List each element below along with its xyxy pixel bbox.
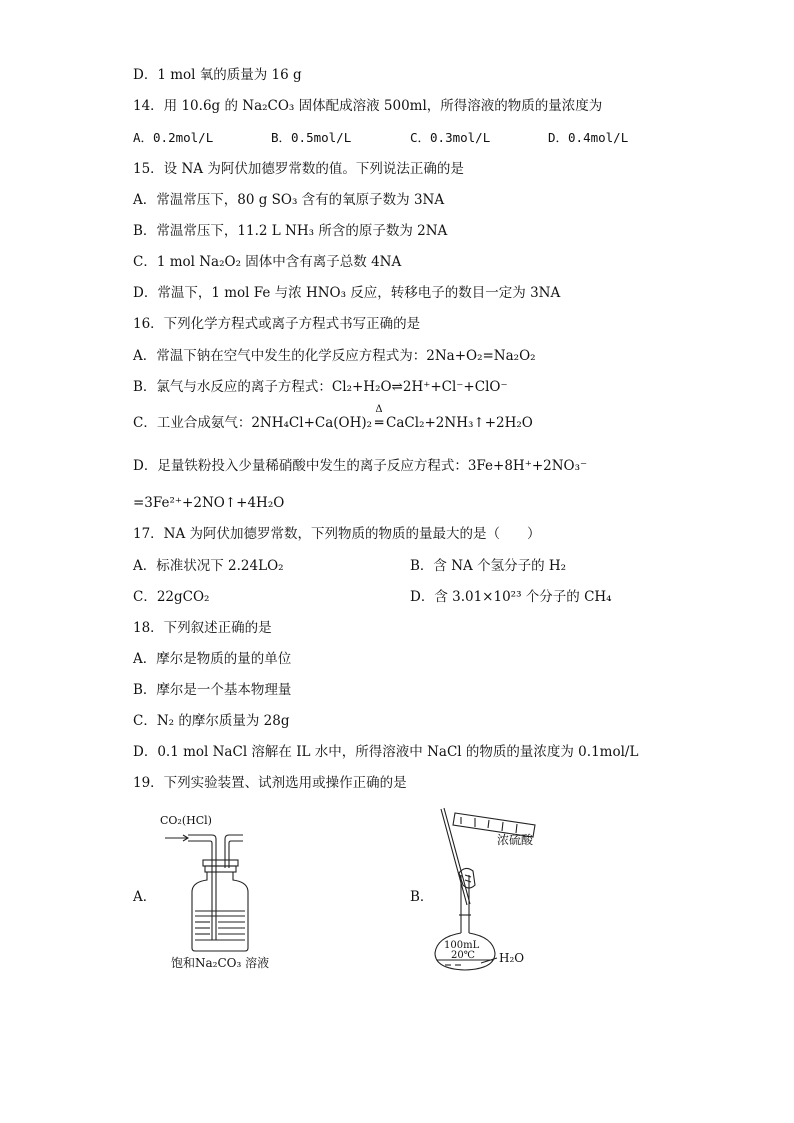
q19-figure-a [155, 812, 285, 972]
reaction-arrow: Δ ═ [372, 414, 386, 432]
q14-option-a: A．0.2mol/L [133, 130, 214, 145]
q18-option-b: B．摩尔是一个基本物理量 [133, 682, 292, 698]
q17-option-d: D．含 3.01×10²³ 个分子的 CH₄ [410, 589, 612, 605]
q18-option-c: C．N₂ 的摩尔质量为 28g [133, 713, 290, 729]
q16-option-c-reactants: C．工业合成氨气：2NH₄Cl+Ca(OH)₂ [133, 415, 373, 431]
q17-stem: 17．NA 为阿伏加德罗常数，下列物质的物质的量最大的是（ ） [133, 526, 541, 542]
q17-option-b: B．含 NA 个氢分子的 H₂ [410, 558, 567, 574]
q17-option-a: A．标准状况下 2.24LO₂ [133, 558, 284, 574]
q18-stem: 18．下列叙述正确的是 [133, 620, 272, 636]
flask-volume-label: 100mL [444, 940, 480, 951]
q16-option-a: A．常温下钠在空气中发生的化学反应方程式为：2Na+O₂=Na₂O₂ [133, 348, 536, 364]
heat-condition: Δ [375, 404, 383, 415]
q19-stem: 19．下列实验装置、试剂选用或操作正确的是 [133, 775, 407, 791]
solution-label: 饱和Na₂CO₃ 溶液 [171, 956, 270, 970]
q19-figure-b-label: B． [410, 889, 434, 905]
q16-option-d-line1: D．足量铁粉投入少量稀硝酸中发生的离子反应方程式：3Fe+8H⁺+2NO₃⁻ [133, 458, 588, 474]
gas-inlet-label: CO₂(HCl) [160, 814, 212, 827]
q16-option-b: B．氯气与水反应的离子方程式：Cl₂+H₂O⇌2H⁺+Cl⁻+ClO⁻ [133, 379, 508, 395]
gas-washing-bottle-diagram [155, 812, 285, 952]
q13-option-d: D．1 mol 氧的质量为 16 g [133, 67, 302, 83]
q15-option-d: D．常温下，1 mol Fe 与浓 HNO₃ 反应，转移电子的数目一定为 3NA [133, 285, 561, 301]
q16-option-c-products: CaCl₂+2NH₃↑+2H₂O [386, 415, 533, 431]
q14-option-d: D．0.4mol/L [548, 130, 629, 145]
q19-figure-a-label: A． [133, 889, 157, 905]
q19-figure-b [425, 805, 555, 975]
q14-stem: 14．用 10.6g 的 Na₂CO₃ 固体配成溶液 500ml，所得溶液的物质的量浓度为 [133, 98, 603, 114]
acid-label: 浓硫酸 [497, 833, 534, 847]
q18-option-d: D．0.1 mol NaCl 溶解在 IL 水中，所得溶液中 NaCl 的物质的量浓度为 0.1mol/L [133, 744, 639, 760]
q15-option-b: B．常温常压下，11.2 L NH₃ 所含的原子数为 2NA [133, 223, 448, 239]
q15-option-a: A．常温常压下，80 g SO₃ 含有的氧原子数为 3NA [133, 192, 445, 208]
q14-option-b: B．0.5mol/L [271, 130, 352, 145]
q18-option-a: A．摩尔是物质的量的单位 [133, 651, 292, 667]
water-label: H₂O [499, 951, 525, 965]
q15-option-c: C．1 mol Na₂O₂ 固体中含有离子总数 4NA [133, 254, 402, 270]
q17-option-c: C．22gCO₂ [133, 589, 210, 605]
q14-option-c: C．0.3mol/L [410, 130, 491, 145]
q16-option-c [133, 404, 533, 432]
q16-option-d-line2: =3Fe²⁺+2NO↑+4H₂O [133, 495, 285, 511]
flask-temp-label: 20℃ [451, 950, 475, 961]
q16-stem: 16．下列化学方程式或离子方程式书写正确的是 [133, 316, 421, 332]
q15-stem: 15．设 NA 为阿伏加德罗常数的值。下列说法正确的是 [133, 161, 464, 177]
